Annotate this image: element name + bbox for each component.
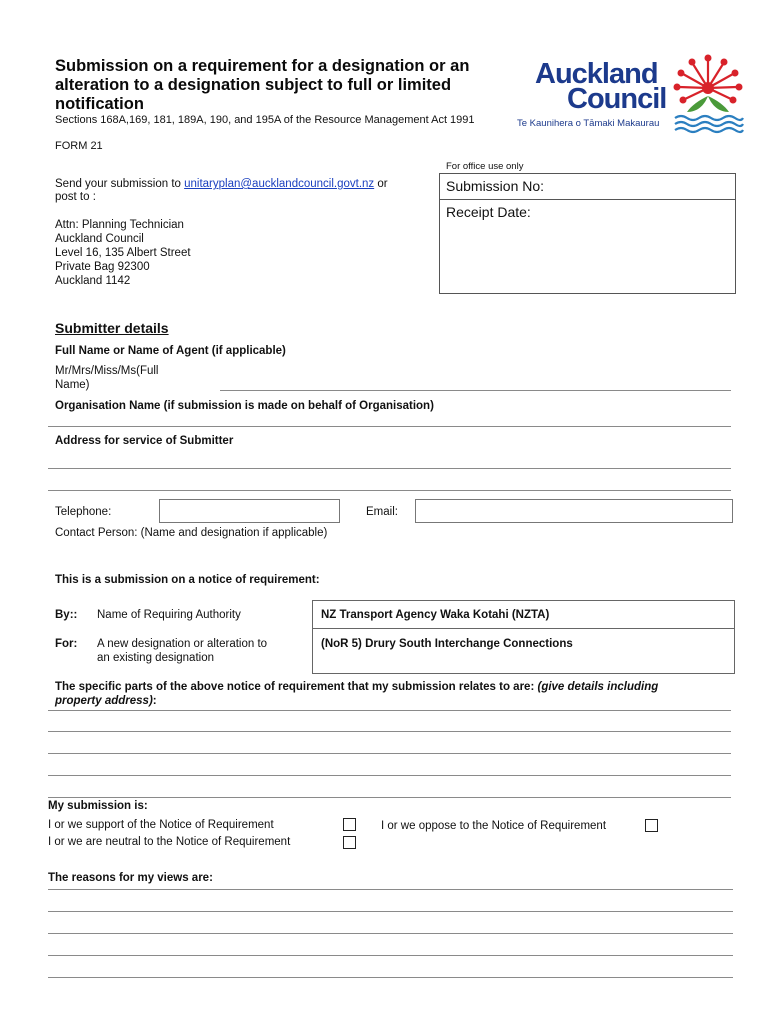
support-option-label: I or we support of the Notice of Requirement [48, 819, 274, 831]
specific-parts-line-2[interactable] [48, 731, 731, 732]
for-description-line1: A new designation or alteration to [97, 638, 268, 650]
telephone-input[interactable] [159, 499, 340, 523]
specific-parts-line-1[interactable] [48, 710, 731, 711]
notice-heading: This is a submission on a notice of requirement: [55, 574, 320, 586]
email-input[interactable] [415, 499, 733, 523]
title-label-line2: Name) [55, 379, 90, 391]
specific-parts-colon: : [152, 695, 157, 707]
requiring-authority-value: NZ Transport Agency Waka Kotahi (NZTA) [321, 609, 550, 621]
post-to-label: post to : [55, 191, 96, 203]
contact-person-label: Contact Person: (Name and designation if applicable) [55, 527, 328, 539]
neutral-checkbox[interactable] [343, 836, 356, 849]
office-use-label: For office use only [446, 161, 524, 172]
auckland-council-logo [515, 52, 745, 134]
oppose-option-label: I or we oppose to the Notice of Requirement [381, 820, 607, 832]
address-line: Level 16, 135 Albert Street [55, 247, 191, 259]
for-description [97, 637, 267, 665]
office-use-box [439, 173, 736, 294]
send-instructions [55, 177, 440, 191]
logo-word-auckland: Auckland [535, 58, 658, 90]
full-name-label: Full Name or Name of Agent (if applicable) [55, 345, 286, 357]
oppose-checkbox[interactable] [645, 819, 658, 832]
pohutukawa-flower-icon [671, 52, 745, 134]
send-suffix: or [374, 178, 388, 190]
address-input-line-1[interactable] [48, 468, 731, 469]
office-box-divider [440, 199, 735, 200]
my-submission-heading: My submission is: [48, 800, 148, 812]
address-line: Attn: Planning Technician [55, 219, 184, 231]
reasons-line-3[interactable] [48, 933, 733, 934]
form-number: FORM 21 [55, 140, 103, 152]
email-label: Email: [366, 506, 398, 518]
support-checkbox[interactable] [343, 818, 356, 831]
title-label-line1: Mr/Mrs/Miss/Ms(Full [55, 365, 159, 377]
address-line: Auckland Council [55, 233, 144, 245]
designation-value: (NoR 5) Drury South Interchange Connections [321, 638, 573, 650]
reasons-line-5[interactable] [48, 977, 733, 978]
specific-parts-label [55, 680, 735, 708]
address-input-line-2[interactable] [48, 490, 731, 491]
form-title: Submission on a requirement for a designation or an alteration to a designation subject to full or limited notification [55, 57, 470, 113]
organisation-label: Organisation Name (if submission is made on behalf of Organisation) [55, 400, 434, 412]
submission-email-link[interactable]: unitaryplan@aucklandcouncil.govt.nz [184, 178, 375, 190]
logo-tagline: Te Kaunihera o Tāmaki Makaurau [517, 118, 660, 129]
logo-word-council: Council [567, 83, 667, 115]
for-label: For: [55, 638, 78, 650]
address-line: Private Bag 92300 [55, 261, 150, 273]
specific-parts-text: The specific parts of the above notice of requirement that my submission relates to are: [55, 681, 538, 693]
reasons-line-4[interactable] [48, 955, 733, 956]
receipt-date-label: Receipt Date: [446, 204, 531, 220]
specific-parts-line-5[interactable] [48, 797, 731, 798]
by-label: By:: [55, 609, 78, 621]
specific-parts-line-3[interactable] [48, 753, 731, 754]
organisation-input-line[interactable] [48, 426, 731, 427]
title-label [55, 364, 158, 392]
send-prefix: Send your submission to [55, 178, 185, 190]
notice-box-divider [313, 628, 734, 629]
neutral-option-label: I or we are neutral to the Notice of Requirement [48, 836, 291, 848]
address-label: Address for service of Submitter [55, 435, 234, 447]
legislation-reference: Sections 168A,169, 181, 189A, 190, and 195A of the Resource Management Act 1991 [55, 114, 475, 126]
postal-address [55, 218, 191, 288]
specific-parts-hint-2: property address) [55, 695, 153, 707]
by-description: Name of Requiring Authority [97, 609, 241, 621]
specific-parts-line-4[interactable] [48, 775, 731, 776]
submitter-details-heading: Submitter details [55, 320, 169, 336]
reasons-line-2[interactable] [48, 911, 733, 912]
specific-parts-hint: (give details including [537, 681, 659, 693]
telephone-label: Telephone: [55, 506, 112, 518]
notice-values-box [312, 600, 735, 674]
address-line: Auckland 1142 [55, 275, 131, 287]
for-description-line2: an existing designation [97, 652, 214, 664]
reasons-line-1[interactable] [48, 889, 733, 890]
full-name-input-line[interactable] [220, 390, 731, 391]
submission-no-label: Submission No: [446, 178, 545, 194]
reasons-heading: The reasons for my views are: [48, 872, 213, 884]
